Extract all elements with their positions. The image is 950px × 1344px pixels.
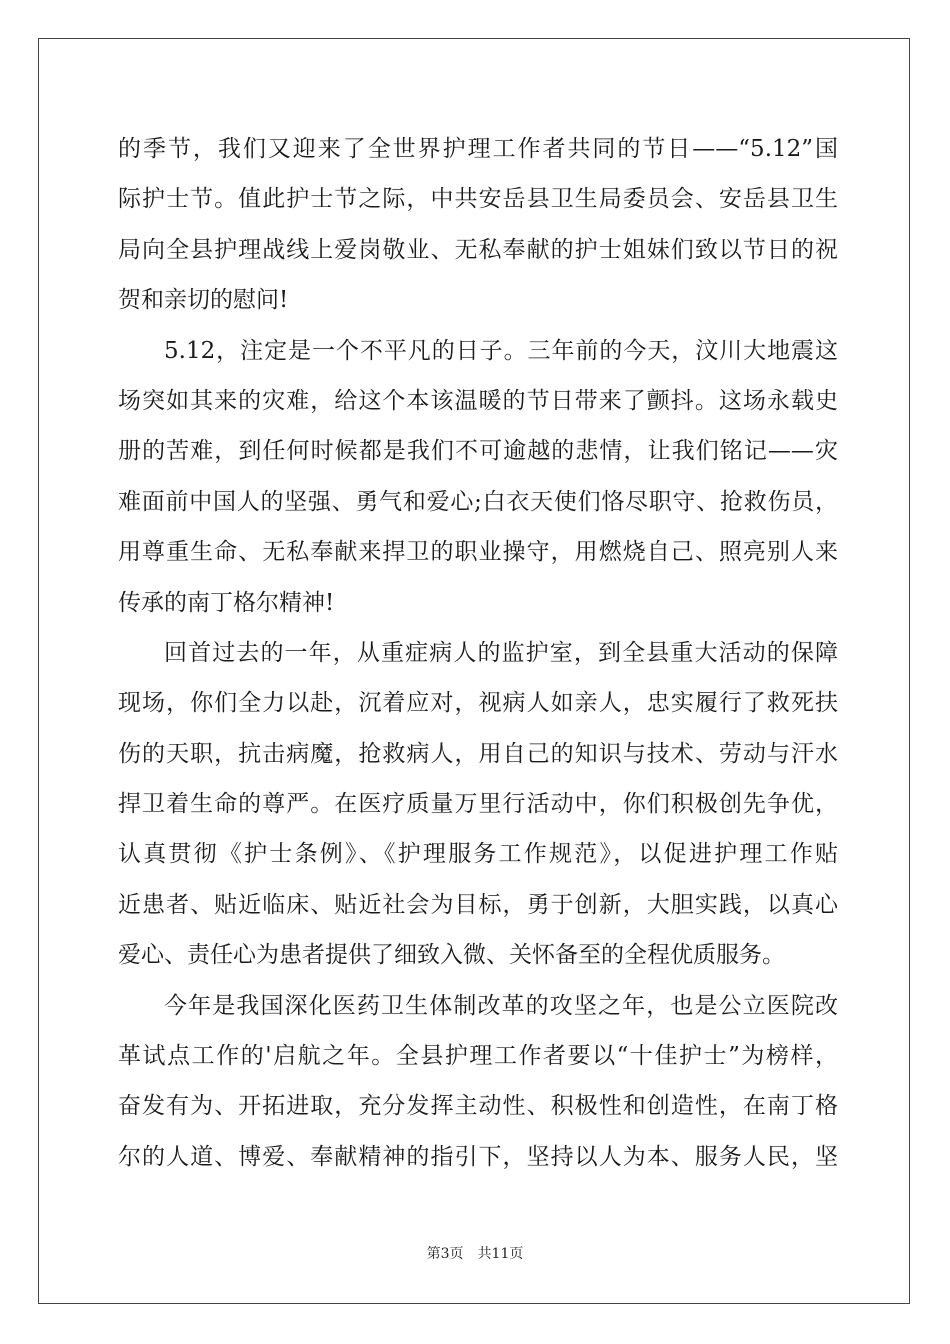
text-line: 认真贯彻《护士条例》、《护理服务工作规范》，以促进护理工作贴	[118, 841, 838, 868]
text-line: 的季节，我们又迎来了全世界护理工作者共同的节日——“5.12”国	[118, 136, 838, 162]
paragraph-first-line: 今年是我国深化医药卫生体制改革的攻坚之年，也是公立医院改	[164, 992, 838, 1019]
text-line: 用尊重生命、无私奉献来捍卫的职业操守，用燃烧自己、照亮别人来	[118, 539, 838, 566]
text-line: 爱心、责任心为患者提供了细致入微、关怀备至的全程优质服务。	[118, 942, 785, 969]
text-line: 现场，你们全力以赴，沉着应对，视病人如亲人，忠实履行了救死扶	[118, 690, 838, 717]
text-line: 册的苦难，到任何时候都是我们不可逾越的悲情，让我们铭记——灾	[118, 438, 838, 465]
text-line: 伤的天职，抗击病魔，抢救病人，用自己的知识与技术、劳动与汗水	[118, 740, 838, 767]
text-line: 难面前中国人的坚强、勇气和爱心;白衣天使们恪尽职守、抢救伤员，	[118, 488, 838, 515]
text-line: 奋发有为、开拓进取，充分发挥主动性、积极性和创造性，在南丁格	[118, 1093, 838, 1120]
paragraph-first-line: 5.12，注定是一个不平凡的日子。三年前的今天，汶川大地震这	[164, 337, 838, 364]
text-line: 际护士节。值此护士节之际，中共安岳县卫生局委员会、安岳县卫生	[118, 186, 838, 213]
text-line: 近患者、贴近临床、贴近社会为目标，勇于创新，大胆实践，以真心	[118, 891, 838, 918]
text-line: 尔的人道、博爱、奉献精神的指引下，坚持以人为本、服务人民，坚	[118, 1143, 838, 1170]
page-footer	[0, 1244, 950, 1264]
paragraph-first-line: 回首过去的一年，从重症病人的监护室，到全县重大活动的保障	[164, 639, 838, 666]
text-line: 贺和亲切的慰问!	[118, 287, 289, 314]
text-line: 捍卫着生命的尊严。在医疗质量万里行活动中，你们积极创先争优，	[118, 791, 838, 818]
text-line: 传承的南丁格尔精神!	[118, 589, 335, 616]
page-number: 第3页	[426, 1246, 464, 1262]
text-line: 场突如其来的灾难，给这个本该温暖的节日带来了颤抖。这场永载史	[118, 387, 838, 414]
page-total: 共11页	[477, 1246, 524, 1262]
document-body	[118, 127, 838, 1185]
text-line: 局向全县护理战线上爱岗敬业、无私奉献的护士姐妹们致以节日的祝	[118, 236, 838, 263]
text-line: 革试点工作的'启航之年。全县护理工作者要以“十佳护士”为榜样，	[118, 1043, 838, 1070]
